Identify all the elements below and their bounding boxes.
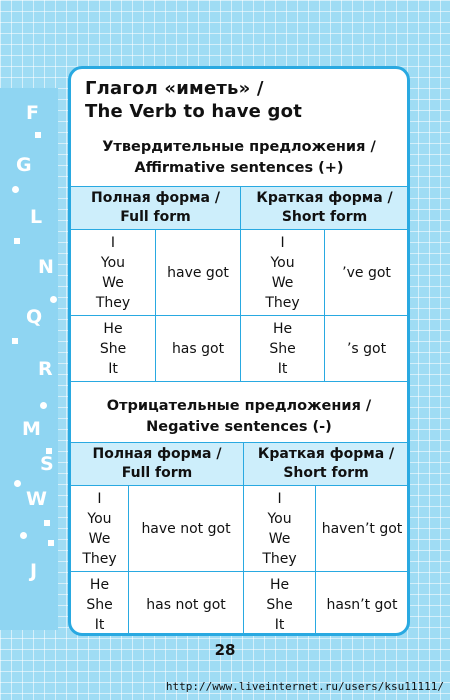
pronoun: They	[82, 550, 117, 567]
pronoun: He	[89, 576, 110, 593]
pronoun: He	[272, 320, 293, 337]
negative-heading-en: Negative sentences (-)	[146, 419, 332, 435]
short-form-cell: ’s got	[325, 316, 409, 382]
pronoun: She	[266, 596, 293, 613]
title-line-en: The Verb to have got	[85, 101, 303, 122]
pronoun: I	[280, 234, 285, 251]
pronoun: I	[110, 234, 116, 251]
pronoun-cell	[241, 316, 325, 382]
affirmative-heading-en: Affirmative sentences (+)	[134, 160, 344, 176]
pronoun: I	[277, 490, 282, 507]
decorative-square	[35, 132, 41, 138]
decorative-dot	[14, 480, 21, 487]
side-letter: W	[26, 488, 47, 510]
side-letter: R	[38, 358, 53, 380]
negative-table	[70, 442, 409, 636]
side-letter: F	[26, 102, 39, 124]
pronoun-cell	[71, 572, 129, 637]
short-form-header	[244, 443, 409, 486]
pronoun-cell	[241, 230, 325, 316]
pronoun: It	[274, 616, 285, 633]
decorative-dot	[50, 296, 57, 303]
short-form-header	[241, 187, 409, 230]
title-line-ru: Глагол «иметь» /	[85, 78, 264, 99]
page-title	[85, 77, 302, 123]
pronoun: We	[88, 530, 111, 547]
side-letter: G	[16, 154, 32, 176]
pronoun: She	[269, 340, 296, 357]
table-row	[71, 316, 409, 382]
affirmative-heading-ru: Утвердительные предложения /	[102, 139, 376, 155]
side-letter: J	[30, 560, 38, 582]
full-form-header-en: Full form	[121, 465, 193, 481]
table-row	[71, 230, 409, 316]
pronoun: She	[86, 596, 113, 613]
decorative-dot	[20, 532, 27, 539]
pronoun: She	[99, 340, 127, 357]
pronoun: He	[103, 320, 123, 337]
full-form-cell: has not got	[129, 572, 244, 637]
pronoun-cell	[71, 486, 129, 572]
full-form-cell: has got	[156, 316, 241, 382]
pronoun: We	[102, 274, 124, 291]
short-form-header-en: Short form	[283, 465, 369, 481]
short-form-cell: hasn’t got	[316, 572, 409, 637]
page-number: 28	[214, 641, 236, 659]
affirmative-heading	[71, 137, 407, 179]
side-letter: Q	[26, 306, 43, 328]
pronoun: He	[269, 576, 290, 593]
full-form-header	[71, 187, 241, 230]
negative-heading	[71, 396, 407, 438]
side-letter: N	[38, 256, 54, 278]
short-form-header-en: Short form	[281, 209, 368, 225]
full-form-cell: have got	[156, 230, 241, 316]
pronoun: We	[271, 274, 294, 291]
full-form-cell: have not got	[129, 486, 244, 572]
short-form-header-ru: Краткая форма /	[256, 190, 393, 206]
grammar-card	[68, 66, 410, 636]
watermark-url: http://www.liveinternet.ru/users/ksu11111/	[165, 680, 444, 693]
affirmative-table	[70, 186, 409, 382]
pronoun-cell	[71, 230, 156, 316]
decorative-dot	[12, 186, 19, 193]
pronoun: I	[97, 490, 102, 507]
pronoun-cell	[244, 572, 316, 637]
pronoun-cell	[244, 486, 316, 572]
pronoun: It	[94, 616, 105, 633]
pronoun: You	[267, 510, 292, 527]
full-form-header-ru: Полная форма /	[91, 190, 220, 206]
short-form-cell: ’ve got	[325, 230, 409, 316]
decorative-square	[48, 540, 54, 546]
decorative-square	[44, 520, 50, 526]
table-row	[71, 486, 409, 572]
pronoun: You	[270, 254, 295, 271]
pronoun: You	[87, 510, 112, 527]
short-form-cell: haven’t got	[316, 486, 409, 572]
side-letter: M	[22, 418, 41, 440]
decorative-dot	[40, 402, 47, 409]
short-form-header-ru: Краткая форма /	[257, 446, 395, 462]
pronoun-cell	[71, 316, 156, 382]
pronoun: It	[277, 360, 288, 377]
side-letter: L	[30, 206, 43, 228]
decorative-square	[12, 338, 18, 344]
pronoun: We	[268, 530, 291, 547]
negative-heading-ru: Отрицательные предложения /	[106, 398, 372, 414]
full-form-header-en: Full form	[120, 209, 191, 225]
pronoun: They	[95, 294, 131, 311]
decorative-side-strip	[0, 88, 58, 630]
pronoun: You	[100, 254, 126, 271]
full-form-header-ru: Полная форма /	[92, 446, 222, 462]
table-row	[71, 572, 409, 637]
pronoun: They	[265, 294, 300, 311]
side-letter: S	[40, 453, 54, 475]
pronoun: They	[262, 550, 297, 567]
pronoun: It	[108, 360, 118, 377]
full-form-header	[71, 443, 244, 486]
decorative-square	[14, 238, 20, 244]
